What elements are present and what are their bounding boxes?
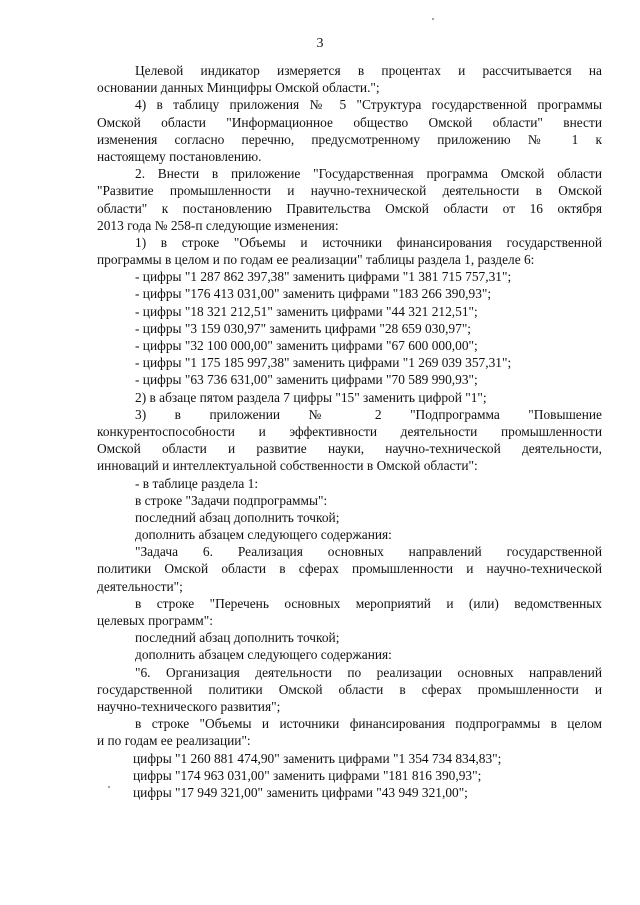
text-line: 2. Внести в приложение "Государственная программа Омской области (135, 166, 602, 182)
text-line: 1) в строке "Объемы и источники финансирования государственной (135, 234, 602, 250)
text-line: "6. Организация деятельности по реализации основных направлений (135, 664, 602, 680)
text-line: программы в целом и по годам ее реализации" таблицы раздела 1, разделе 6: (97, 252, 535, 268)
text-line: - цифры "32 100 000,00" заменить цифрами "67 600 000,00"; (135, 338, 478, 353)
text-line: политики Омской области в сферах промышленности и научно-технической (97, 561, 602, 577)
text-line: в строке "Перечень основных мероприятий и (или) ведомственных (135, 595, 602, 611)
text-line: области" к постановлению Правительства Омской области от 16 октября (97, 200, 602, 216)
page-number: 3 (316, 36, 324, 51)
text-line: инноваций и интеллектуальной собственности в Омской области": (97, 458, 478, 474)
text-line: цифры "1 260 881 474,90" заменить цифрами "1 354 734 834,83"; (133, 750, 502, 766)
text-line: последний абзац дополнить точкой; (135, 630, 340, 646)
text-line: целевых программ": (97, 613, 213, 628)
text-line: и по годам ее реализации": (97, 733, 251, 749)
text-line: цифры "174 963 031,00" заменить цифрами "181 816 390,93"; (133, 767, 482, 783)
text-line: - цифры "176 413 031,00" заменить цифрами "183 266 390,93"; (135, 286, 492, 302)
text-line: - цифры "3 159 030,97" заменить цифрами "28 659 030,97"; (135, 320, 472, 336)
scan-speck (432, 18, 434, 20)
text-line: - цифры "63 736 631,00" заменить цифрами "70 589 990,93"; (135, 372, 478, 388)
document-body (97, 62, 602, 801)
text-line: деятельности"; (97, 578, 183, 594)
text-line: в строке "Задачи подпрограммы": (135, 492, 328, 508)
text-line: основании данных Минцифры Омской области."; (97, 80, 380, 96)
text-line: в строке "Объемы и источники финансирования подпрограммы в целом (135, 716, 602, 732)
text-line: государственной политики Омской области в сферах промышленности и (97, 681, 602, 697)
text-line: - цифры "18 321 212,51" заменить цифрами "44 321 212,51"; (135, 303, 478, 319)
text-line: настоящему постановлению. (97, 148, 262, 164)
text-line: конкурентоспособности и эффективности деятельности промышленности (97, 423, 602, 439)
text-line: дополнить абзацем следующего содержания: (135, 647, 392, 663)
text-line: последний абзац дополнить точкой; (135, 509, 340, 525)
text-line: - цифры "1 175 185 997,38" заменить цифрами "1 269 039 357,31"; (135, 355, 512, 371)
text-line: 4) в таблицу приложения № 5 "Структура государственной программы (135, 97, 602, 113)
text-line: Омской области "Информационное общество Омской области" внести (97, 114, 602, 130)
text-line: 2) в абзаце пятом раздела 7 цифры "15" заменить цифрой "1"; (135, 389, 487, 405)
text-line: 3) в приложении № 2 "Подпрограмма "Повышение (135, 406, 602, 422)
text-line: - в таблице раздела 1: (135, 475, 259, 491)
text-line: Целевой индикатор измеряется в процентах и рассчитывается на (135, 63, 602, 78)
text-line: изменения согласно перечню, предусмотренному приложению № 1 к (97, 131, 602, 147)
text-line: научно-технического развития"; (97, 698, 281, 714)
text-line: дополнить абзацем следующего содержания: (135, 527, 392, 543)
text-line: 2013 года № 258-п следующие изменения: (97, 217, 339, 233)
text-line: Омской области и развитие науки, научно-технической деятельности, (97, 441, 602, 457)
text-line: - цифры "1 287 862 397,38" заменить цифрами "1 381 715 757,31"; (135, 269, 512, 285)
text-line: цифры "17 949 321,00" заменить цифрами "43 949 321,00"; (133, 784, 468, 800)
scan-speck (108, 786, 110, 788)
text-line: "Задача 6. Реализация основных направлений государственной (135, 544, 602, 560)
text-line: "Развитие промышленности и научно-технической деятельности в Омской (97, 183, 602, 199)
